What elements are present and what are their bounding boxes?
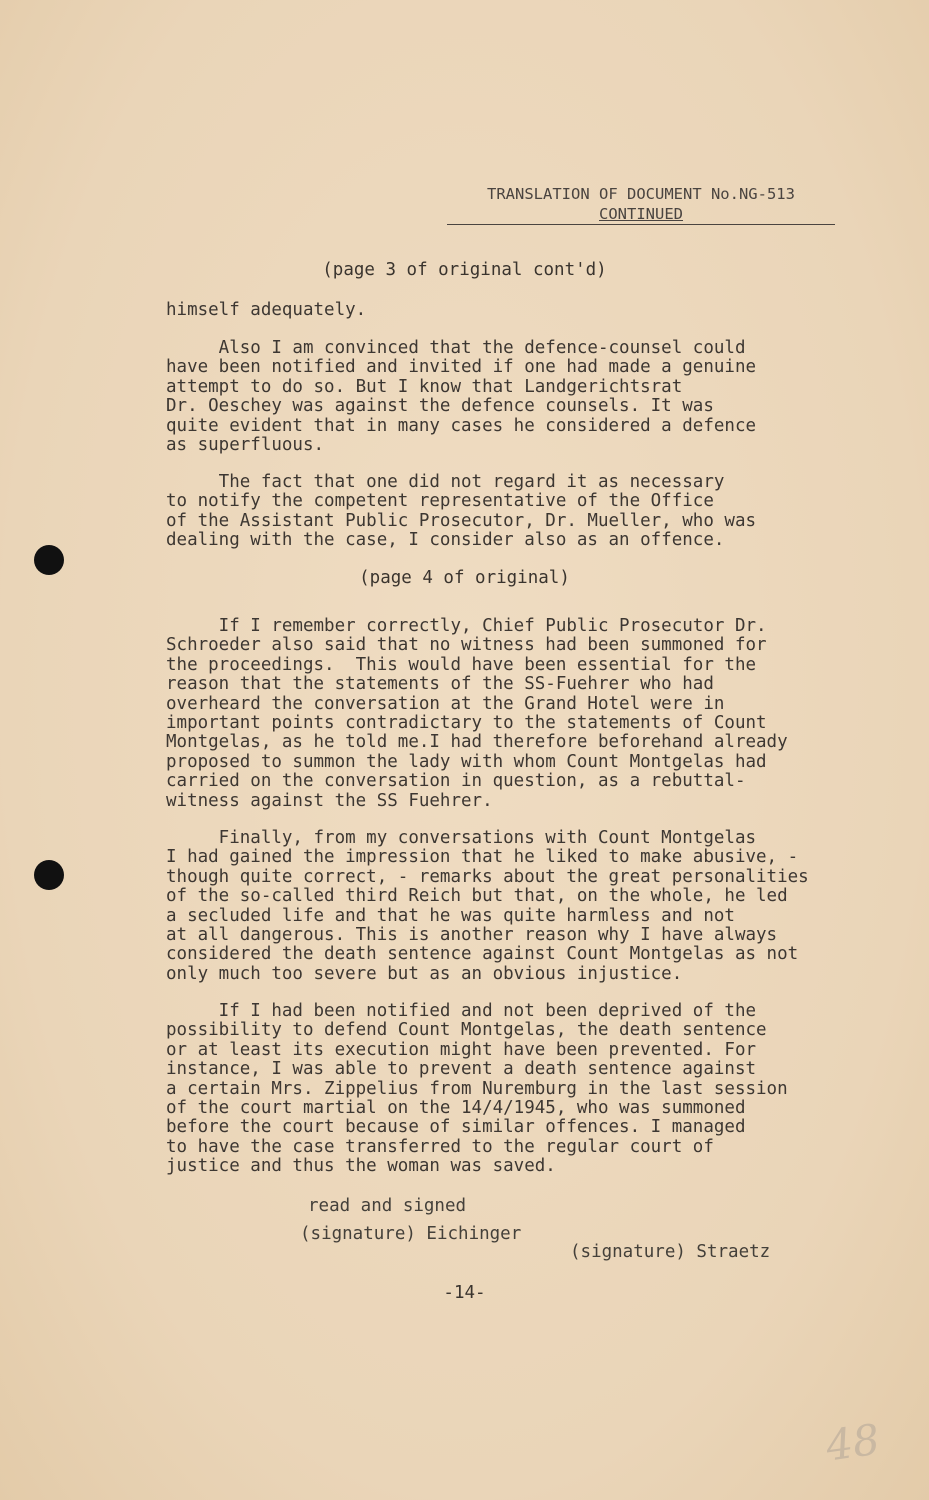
page-number: -14- [443, 1283, 486, 1303]
page4-note: (page 4 of original) [359, 568, 570, 588]
signature-straetz: (signature) Straetz [570, 1242, 771, 1262]
header-underline [447, 224, 835, 225]
signature-eichinger: (signature) Eichinger [300, 1224, 522, 1244]
paragraph-4: If I remember correctly, Chief Public Prosecutor Dr. Schroeder also said that no witness had been summoned for the proceedings. This would have been essential for the reason that the statements of the SS-Fuehrer who had overheard the conversation at the Grand Hotel were in important points contradictary to the statements of Count Montgelas, as he told me.I had therefore beforehand already proposed to summon the lady with whom Count Montgelas had carried on the conversation in question, as a rebuttal- witness against the SS Fuehrer. [166, 616, 788, 811]
paragraph-6: If I had been notified and not been deprived of the possibility to defend Count Montgelas, the death sentence or at least its execution might have been prevented. For instance, I was able to prevent a death sentence against a certain Mrs. Zippelius from Nuremburg in the last session of the court martial on the 14/4/1945, who was summoned before the court because of similar offences. I managed to have the case transferred to the regular court of justice and thus the woman was saved. [166, 1001, 788, 1177]
pencil-annotation: 48 [822, 1414, 883, 1471]
header-title: TRANSLATION OF DOCUMENT No.NG-513 [487, 185, 795, 203]
paragraph-1: himself adequately. [166, 300, 367, 320]
read-and-signed: read and signed [308, 1196, 467, 1216]
punch-hole-bottom [34, 860, 64, 890]
paragraph-3: The fact that one did not regard it as necessary to notify the competent representative of the Office of the Assistant Public Prosecutor, Dr. Mueller, who was dealing with the case, I consider also as an offence. [166, 472, 757, 551]
page3-note: (page 3 of original cont'd) [322, 260, 607, 280]
document-header [447, 184, 835, 225]
header-continued: CONTINUED [599, 205, 683, 223]
paragraph-2: Also I am convinced that the defence-counsel could have been notified and invited if one had made a genuine attempt to do so. But I know that Landgerichtsrat Dr. Oeschey was against the defence counsels. It was quite evident that in many cases he considered a defence as superfluous. [166, 338, 757, 456]
paragraph-5: Finally, from my conversations with Count Montgelas I had gained the impression that he liked to make abusive, - though quite correct, - remarks about the great personalities of the so-called third Reich but that, on the whole, he led a secluded life and that he was quite harmless and not at all dangerous. This is another reason why I have always considered the death sentence against Count Montgelas as not only much too severe but as an obvious injustice. [166, 828, 809, 984]
